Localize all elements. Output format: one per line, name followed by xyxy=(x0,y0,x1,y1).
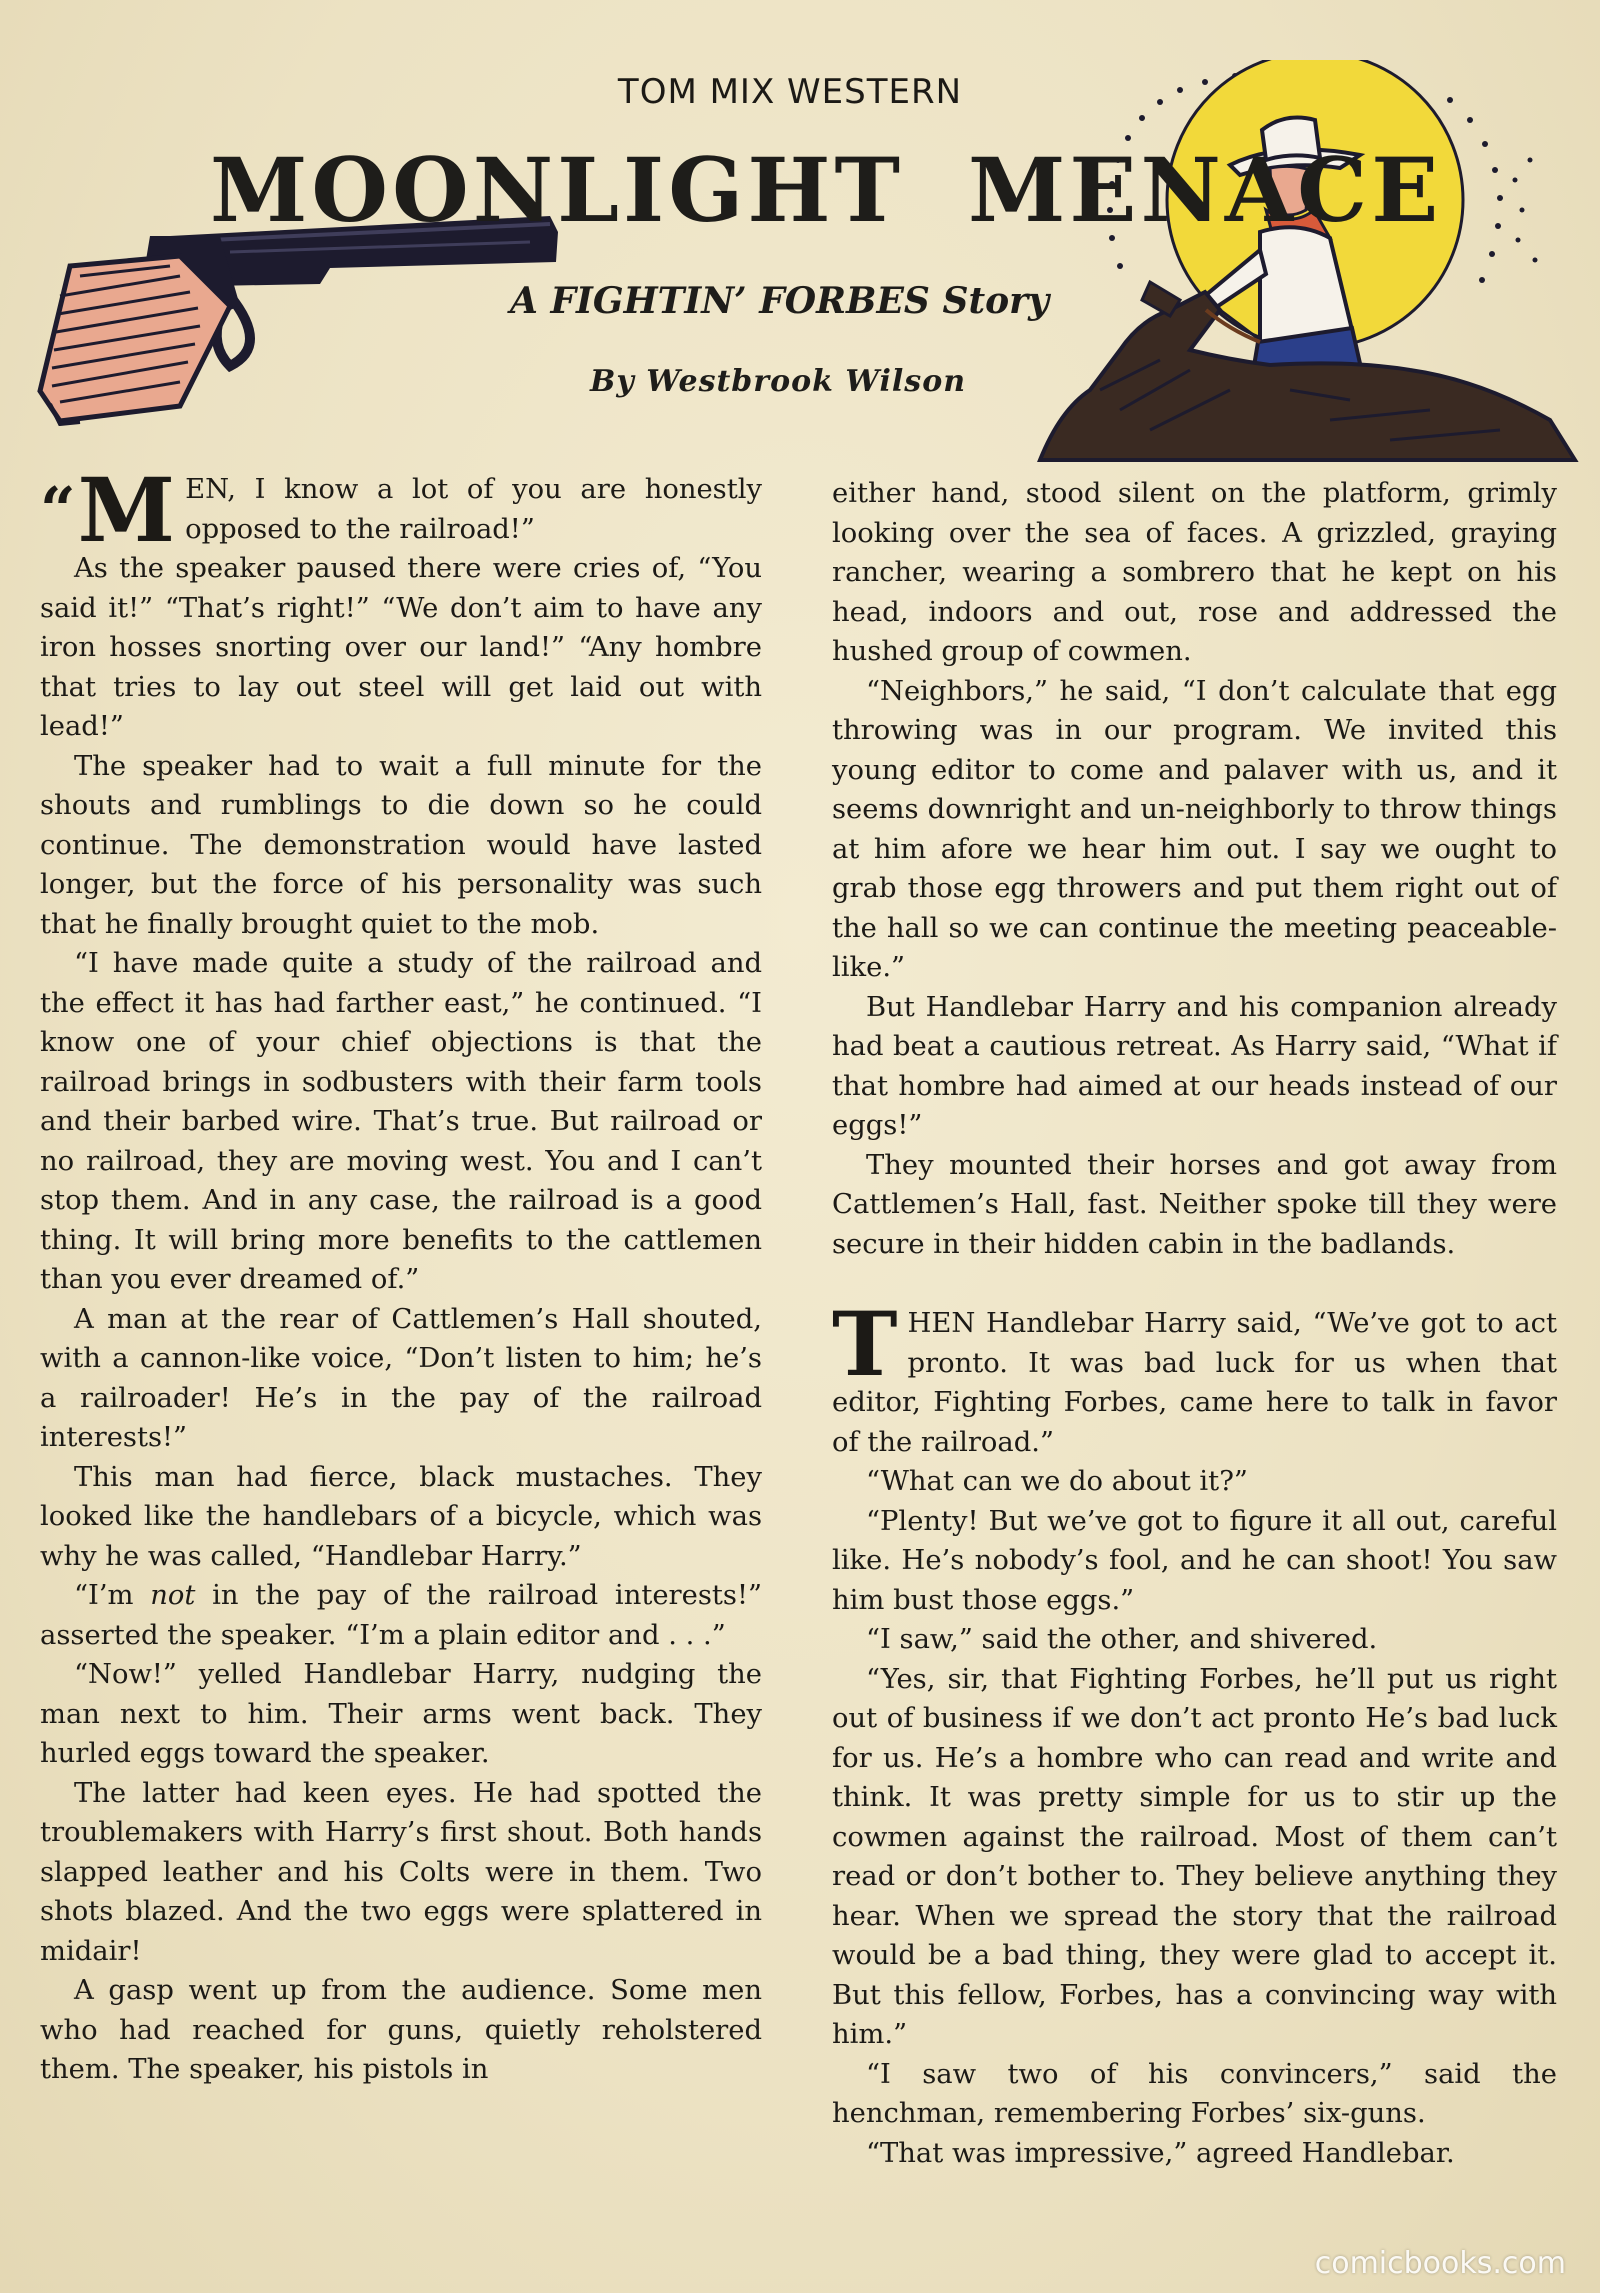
story-subtitle: A FIGHTIN’ FORBES Story xyxy=(510,280,1049,322)
paragraph: The latter had keen eyes. He had spotted the troublemakers with Harry’s first shout. Both hands slapped leather and his Colts were in them. Two shots blazed. And the two eggs were splattered in midair! xyxy=(40,1777,762,1967)
paragraph: “Now!” yelled Handlebar Harry, nudging the man next to him. Their arms went back. They hurled eggs toward the speaker. xyxy=(40,1659,762,1769)
byline: By Westbrook Wilson xyxy=(590,364,967,399)
section-break xyxy=(832,1264,1557,1304)
paragraph: As the speaker paused there were cries of, “You said it!” “That’s right!” “We don’t aim to have any iron hosses snorting over our land!” “Any hombre that tries to lay out steel will get laid out with lead!” xyxy=(40,553,762,742)
paragraph: “Plenty! But we’ve got to figure it all out, careful like. He’s nobody’s fool, and he can shoot! You saw him bust those eggs.” xyxy=(832,1505,1557,1616)
paragraph: “I’m not in the pay of the railroad interests!” asserted the speaker. “I’m a plain editor and . . .” xyxy=(40,1580,762,1651)
paragraph: A man at the rear of Cattlemen’s Hall shouted, with a cannon-like voice, “Don’t listen to him; he’s a railroader! He’s in the pay of the railroad interests!” xyxy=(40,1303,762,1453)
paragraph: This man had fierce, black mustaches. They looked like the handlebars of a bicycle, which was why he was called, “Handlebar Harry.” xyxy=(40,1461,762,1572)
paragraph: “I have made quite a study of the railroad and the effect it has had farther east,” he continued. “I know one of your chief objections is that the railroad brings in sodbusters with their farm tools and their barbed wire. That’s true. But railroad or no railroad, they are moving west. You and I can’t stop them. And in any case, the railroad is a good thing. It will bring more benefits to the cattlemen than you ever dreamed of.” xyxy=(40,948,762,1295)
story-title xyxy=(210,138,1443,242)
paragraph: But Handlebar Harry and his companion already had beat a cautious retreat. As Harry said, “What if that hombre had aimed at our heads instead of our eggs!” xyxy=(832,991,1557,1141)
watermark: comicbooks.com xyxy=(1314,2246,1566,2281)
paragraph: “I saw,” said the other, and shivered. xyxy=(866,1624,1378,1655)
drop-cap: “M xyxy=(40,458,176,562)
paragraph: “What can we do about it?” xyxy=(866,1466,1248,1497)
paragraph: “I saw two of his convincers,” said the henchman, remembering Forbes’ six-guns. xyxy=(832,2058,1557,2129)
cowboy-on-horse-icon xyxy=(1030,60,1590,480)
paragraph: either hand, stood silent on the platform, grimly looking over the sea of faces. A grizzled, graying rancher, wearing a sombrero that he kept on his head, indoors and out, rose and addressed the hushed group of cowmen. xyxy=(832,478,1557,667)
article-column-right xyxy=(832,474,1557,2173)
paragraph: “Yes, sir, that Fighting Forbes, he’ll put us right out of business if we don’t act pronto He’s bad luck for us. He’s a hombre who can read and write and think. It was pretty simple for us to stir up the cowmen against the railroad. Most of them can’t read or don’t bother to. They believe anything they hear. When we spread the story that the railroad would be a bad thing, they were glad to accept it. But this fellow, Forbes, has a convincing way with him.” xyxy=(832,1663,1557,2050)
paragraph: They mounted their horses and got away from Cattlemen’s Hall, fast. Neither spoke till they were secure in their hidden cabin in the badlands. xyxy=(832,1149,1557,1260)
paragraph: THEN Handlebar Harry said, “We’ve got to act pronto. It was bad luck for us when that editor, Fighting Forbes, came here to talk in favor of the railroad.” xyxy=(832,1292,1557,1458)
paragraph: “Neighbors,” he said, “I don’t calculate that egg throwing was in our program. We invited this young editor to come and palaver with us, and it seems downright and un-neighborly to throw things at him afore we hear him out. I say we ought to grab those egg throwers and put them right out of the hall so we can continue the meeting peaceable-like.” xyxy=(832,675,1557,983)
drop-cap: T xyxy=(832,1292,898,1396)
article-column-left xyxy=(40,458,762,2090)
paragraph: “That was impressive,” agreed Handlebar. xyxy=(866,2137,1455,2169)
paragraph: A gasp went up from the audience. Some men who had reached for guns, quietly reholstered them. The speaker, his pistols in xyxy=(40,1975,762,2085)
paragraph: The speaker had to wait a full minute for the shouts and rumblings to die down so he could continue. The demonstration would have lasted longer, but the force of his personality was such that he finally brought quiet to the mob. xyxy=(40,750,762,940)
title-word-moonlight: MOONLIGHT xyxy=(210,138,904,242)
title-word-menace: MENACE xyxy=(967,138,1443,242)
paragraph: “M EN, I know a lot of you are honestly opposed to the railroad!” xyxy=(40,458,762,562)
series-title: TOM MIX WESTERN xyxy=(617,72,963,112)
